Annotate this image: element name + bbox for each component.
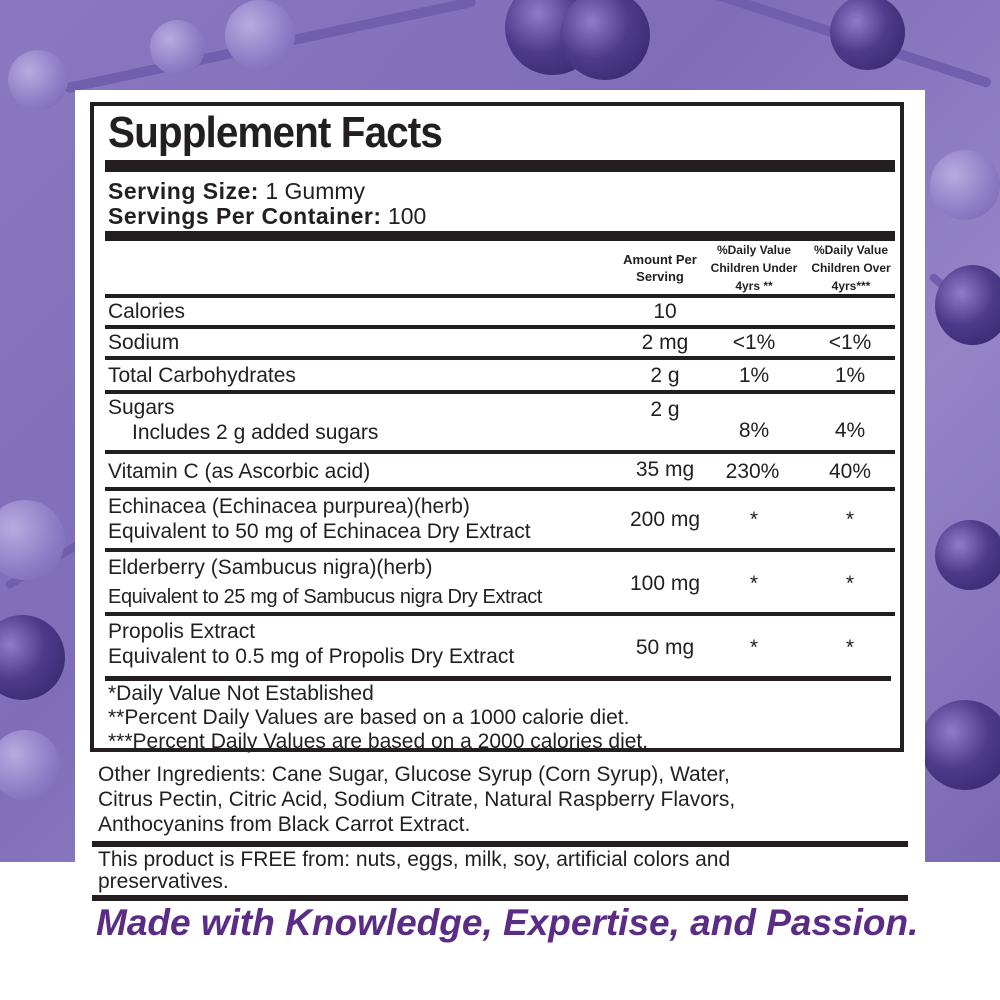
dv-under-vitamin-c: 230%	[725, 460, 780, 483]
divider-thick	[105, 160, 895, 172]
divider	[105, 325, 895, 329]
amount-per-serving-header: Amount Per Serving	[623, 252, 697, 284]
divider	[105, 294, 895, 298]
dv-over-echinacea: *	[845, 508, 855, 531]
tagline: Made with Knowledge, Expertise, and Passion.	[96, 902, 919, 943]
serving-size	[108, 178, 365, 204]
dv-over-propolis: *	[845, 636, 855, 659]
serving-size-value: 1 Gummy	[265, 178, 366, 204]
divider-thick	[105, 231, 895, 241]
nutrient-sub-elderberry: Equivalent to 25 mg of Sambucus nigra Dry Extract	[108, 586, 542, 608]
nutrient-name-echinacea: Echinacea (Echinacea purpurea)(herb)	[108, 495, 470, 518]
amount-sodium: 2 mg	[641, 331, 689, 354]
other-ingredients-line: Other Ingredients: Cane Sugar, Glucose Syrup (Corn Syrup), Water,	[98, 763, 730, 786]
dv-over-sodium: <1%	[828, 331, 872, 354]
nutrient-name-calories: Calories	[108, 300, 186, 323]
divider	[105, 450, 895, 454]
servings-per-container-label: Servings Per Container:	[108, 203, 382, 229]
dv-under-sugars: 8%	[738, 419, 770, 442]
divider-thick	[92, 841, 908, 847]
divider	[105, 548, 895, 552]
other-ingredients-line: Anthocyanins from Black Carrot Extract.	[98, 813, 471, 836]
nutrient-name-sodium: Sodium	[108, 331, 180, 354]
divider-thick	[105, 676, 891, 681]
panel-title: Supplement Facts	[108, 108, 442, 157]
servings-per-container-value: 100	[387, 203, 427, 229]
dv-under-sodium: <1%	[732, 331, 776, 354]
amount-elderberry: 100 mg	[629, 572, 701, 595]
dv-over-vitamin-c: 40%	[828, 460, 872, 483]
dv-over-sugars: 4%	[834, 419, 866, 442]
nutrient-name-vitamin-c: Vitamin C (as Ascorbic acid)	[108, 460, 371, 483]
divider	[105, 612, 895, 616]
free-from-line: preservatives.	[98, 870, 229, 893]
footnote-1000-calorie: **Percent Daily Values are based on a 1000 calorie diet.	[108, 706, 630, 729]
nutrient-name-carbohydrates: Total Carbohydrates	[108, 364, 296, 387]
dv-over-elderberry: *	[845, 572, 855, 595]
amount-sugars: 2 g	[650, 398, 680, 421]
servings-per-container	[108, 203, 426, 229]
nutrient-name-elderberry: Elderberry (Sambucus nigra)(herb)	[108, 556, 433, 579]
other-ingredients-line: Citrus Pectin, Citric Acid, Sodium Citrate, Natural Raspberry Flavors,	[98, 788, 736, 811]
dv-children-over-header: %Daily Value Children Over 4yrs***	[811, 243, 891, 293]
nutrient-sub-echinacea: Equivalent to 50 mg of Echinacea Dry Extract	[108, 520, 531, 543]
dv-children-under-header: %Daily Value Children Under 4yrs **	[710, 243, 798, 293]
divider	[105, 390, 895, 394]
nutrient-sub-added-sugars: Includes 2 g added sugars	[132, 421, 379, 444]
divider	[105, 487, 895, 491]
footnote-2000-calorie: ***Percent Daily Values are based on a 2000 calories diet.	[108, 730, 649, 753]
nutrient-sub-propolis: Equivalent to 0.5 mg of Propolis Dry Extract	[108, 645, 515, 668]
dv-under-echinacea: *	[749, 508, 759, 531]
amount-calories: 10	[653, 300, 677, 323]
amount-echinacea: 200 mg	[629, 508, 701, 531]
nutrient-name-sugars: Sugars	[108, 396, 175, 419]
dv-over-carbohydrates: 1%	[834, 364, 866, 387]
nutrient-name-propolis: Propolis Extract	[108, 620, 256, 643]
divider	[105, 356, 895, 360]
amount-vitamin-c: 35 mg	[635, 458, 695, 481]
serving-size-label: Serving Size:	[108, 178, 259, 204]
free-from-line: This product is FREE from: nuts, eggs, milk, soy, artificial colors and	[98, 848, 731, 871]
dv-under-propolis: *	[749, 636, 759, 659]
dv-under-elderberry: *	[749, 572, 759, 595]
amount-propolis: 50 mg	[635, 636, 695, 659]
dv-under-carbohydrates: 1%	[738, 364, 770, 387]
footnote-dv-not-established: *Daily Value Not Established	[108, 682, 374, 705]
amount-carbohydrates: 2 g	[650, 364, 680, 387]
